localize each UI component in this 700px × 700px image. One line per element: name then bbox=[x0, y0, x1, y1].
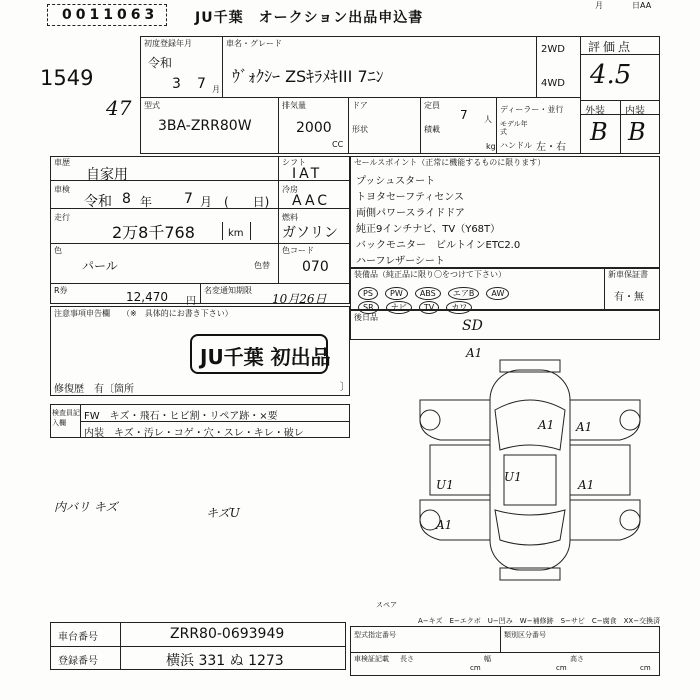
handle-label: ハンドル bbox=[500, 141, 532, 150]
car-name-label: 車名・グレード bbox=[226, 39, 282, 48]
drive-4wd: 4WD bbox=[541, 78, 565, 89]
usage-value: 自家用 bbox=[86, 167, 128, 183]
model-value: 3BA-ZRR80W bbox=[158, 118, 252, 134]
exterior-value: B bbox=[590, 118, 608, 146]
repair-history: 修復歴 有〔箇所 bbox=[54, 384, 134, 395]
handle-value: 左・右 bbox=[536, 142, 566, 153]
damage-mark-5: U1 bbox=[504, 470, 522, 484]
equipment-navi: ナビ bbox=[386, 301, 412, 314]
chassis-label: 車台番号 bbox=[58, 632, 98, 643]
registration-value: 横浜 331 ぬ 1273 bbox=[166, 653, 284, 669]
hand-note-1: 内バリ キズ bbox=[54, 500, 118, 514]
damage-mark-7: A1 bbox=[538, 418, 555, 432]
shift-label: シフト bbox=[282, 158, 306, 167]
notes-sub: （※ 具体的にお書き下さい） bbox=[122, 309, 233, 318]
aircon-label: 冷房 bbox=[282, 185, 298, 194]
aircon-value: AAC bbox=[292, 193, 331, 209]
damage-mark-6: A1 bbox=[436, 518, 453, 532]
spec-length-unit: cm bbox=[470, 664, 481, 672]
left-front-wheel bbox=[420, 410, 440, 430]
selling-point-1: プッシュスタート bbox=[356, 176, 436, 187]
spec-length-label: 長さ bbox=[400, 655, 414, 663]
warranty-value: 有・無 bbox=[614, 292, 644, 303]
day-label: 日AA bbox=[632, 1, 652, 10]
registration-label: 登録番号 bbox=[58, 656, 98, 667]
rating-label: 評価点 bbox=[588, 40, 634, 54]
right-front-wheel bbox=[620, 410, 640, 430]
equipment-ps: PS bbox=[358, 287, 378, 300]
shift-value: IAT bbox=[292, 166, 323, 182]
model-year-label: モデル年式 bbox=[500, 120, 528, 136]
windshield bbox=[495, 400, 565, 450]
equipment-abs: ABS bbox=[415, 287, 441, 300]
serial-number: 0011063 bbox=[62, 7, 159, 23]
form-title: JU千葉 オークション出品申込書 bbox=[195, 10, 424, 26]
equipment-airbag: エアB bbox=[448, 287, 480, 300]
first-listing-text: JU千葉 初出品 bbox=[200, 345, 331, 369]
lot-handwritten: 47 bbox=[106, 96, 132, 120]
drive-2wd: 2WD bbox=[541, 44, 565, 55]
rear-window bbox=[495, 510, 565, 545]
spec-width-label: 幅 bbox=[484, 655, 491, 663]
exterior-label: 外装 bbox=[585, 106, 605, 117]
selling-point-2: トヨタセーフティセンス bbox=[356, 192, 464, 203]
selling-point-5: バックモニター ビルトインETC2.0 bbox=[356, 240, 521, 251]
interior-label: 内装 bbox=[625, 106, 645, 117]
mileage-label: 走行 bbox=[54, 213, 70, 222]
color-code-value: 070 bbox=[302, 259, 329, 275]
color-label: 色 bbox=[54, 246, 62, 255]
displacement-label: 排気量 bbox=[282, 101, 306, 110]
spec-height-unit: cm bbox=[640, 664, 651, 672]
right-rear-panel bbox=[570, 500, 640, 540]
spec-height-label: 高さ bbox=[570, 655, 584, 663]
spec-class-label: 類別区分番号 bbox=[504, 631, 546, 639]
inspection-year-unit: 年 bbox=[140, 195, 153, 209]
inspector-label: 検査員記入欄 bbox=[52, 409, 80, 427]
first-reg-era: 令和 bbox=[148, 56, 173, 70]
dealer-label: ディーラー・並行 bbox=[500, 105, 564, 114]
color-tone-label: 色替 bbox=[254, 261, 270, 270]
capacity-label: 定員 bbox=[424, 101, 440, 110]
rear-items-block bbox=[350, 310, 660, 340]
equipment-sr: SR bbox=[358, 301, 379, 314]
car-damage-diagram bbox=[400, 340, 660, 600]
spec-cert-label: 車検証記載 bbox=[354, 655, 389, 663]
damage-mark-3: A1 bbox=[578, 478, 595, 492]
selling-point-3: 両側パワースライドドア bbox=[356, 208, 465, 219]
first-reg-label: 初度登録年月 bbox=[144, 39, 192, 48]
rating-value: 4.5 bbox=[590, 60, 632, 90]
color-code-label: 色コード bbox=[282, 246, 314, 255]
check-row-interior: 内装 キズ・汚レ・コゲ・穴・スレ・キレ・破レ bbox=[84, 428, 304, 439]
displacement-unit: CC bbox=[332, 140, 344, 149]
doors-label: ドア bbox=[352, 101, 368, 110]
fuel-value: ガソリン bbox=[282, 225, 338, 241]
inspection-year: 8 bbox=[122, 191, 131, 207]
first-reg-month-unit: 月 bbox=[212, 85, 220, 94]
left-front-panel bbox=[420, 400, 490, 440]
car-name-value: ｳﾞｫｸｼｰ ZSｷﾗﾒｷIII 7ﾆﾝ bbox=[232, 67, 384, 86]
mileage-unit: km bbox=[228, 228, 244, 239]
spare-label: スペア bbox=[376, 601, 397, 609]
model-label: 型式 bbox=[144, 101, 160, 110]
equipment-leather: カワ bbox=[446, 301, 472, 314]
inspection-era: 令和 bbox=[84, 194, 112, 210]
selling-points-label: セールスポイント（正常に機能するものに限ります） bbox=[354, 158, 546, 167]
recycle-value: 12,470 bbox=[126, 290, 168, 304]
right-rear-wheel bbox=[620, 510, 640, 530]
capacity-unit: 人 bbox=[484, 115, 492, 124]
damage-mark-2: A1 bbox=[576, 420, 593, 434]
first-reg-year: 3 bbox=[172, 76, 181, 92]
selling-point-6: ハーフレザーシート bbox=[356, 256, 445, 267]
inspection-label: 車検 bbox=[54, 185, 70, 194]
notice-value: 10月26日 bbox=[272, 292, 327, 306]
first-reg-month: 7 bbox=[197, 76, 206, 92]
mileage-value: 2万8千768 bbox=[112, 223, 195, 242]
check-row-fw: FW キズ・飛石・ヒビ割・リペア跡・×要 bbox=[84, 411, 278, 422]
left-rear-panel bbox=[420, 500, 490, 540]
chassis-value: ZRR80-0693949 bbox=[170, 626, 285, 642]
equipment-pw: PW bbox=[385, 287, 408, 300]
fuel-label: 燃料 bbox=[282, 213, 298, 222]
lot-number: 1549 bbox=[40, 66, 94, 90]
notes-label: 注意事項申告欄 bbox=[54, 309, 110, 318]
selling-point-4: 純正9インチナビ、TV（Y68T） bbox=[356, 224, 501, 235]
shape-label: 形状 bbox=[352, 125, 368, 134]
color-value: パール bbox=[82, 259, 118, 273]
inspection-day: ( 日) bbox=[224, 195, 270, 209]
interior-value: B bbox=[628, 118, 646, 146]
month-label: 月 bbox=[595, 1, 603, 10]
displacement-value: 2000 bbox=[296, 120, 332, 136]
usage-label: 車歴 bbox=[54, 158, 70, 167]
capacity-value: 7 bbox=[460, 108, 468, 122]
notice-label: 名変通知期限 bbox=[204, 286, 252, 295]
spec-width-unit: cm bbox=[556, 664, 567, 672]
repair-history-close: 〕 bbox=[340, 382, 350, 393]
damage-mark-1: A1 bbox=[466, 346, 483, 360]
hand-note-2: キズU bbox=[206, 506, 240, 520]
equipment-label: 装備品（純正品に限り〇をつけて下さい） bbox=[354, 270, 506, 279]
spec-type-label: 型式指定番号 bbox=[354, 631, 396, 639]
rear-items-value: SD bbox=[462, 318, 483, 334]
warranty-label: 新車保証書 bbox=[608, 270, 648, 279]
rear-items-label: 後日品 bbox=[354, 313, 378, 322]
inspection-month-unit: 月 bbox=[200, 195, 213, 209]
damage-mark-4: U1 bbox=[436, 478, 454, 492]
load-unit: kg bbox=[486, 142, 496, 151]
recycle-unit: 円 bbox=[186, 296, 196, 307]
equipment-tv: TV bbox=[419, 301, 439, 314]
inspection-month: 7 bbox=[184, 191, 193, 207]
recycle-label: R券 bbox=[54, 286, 68, 295]
load-label: 積載 bbox=[424, 125, 440, 134]
equipment-aw: AW bbox=[486, 287, 509, 300]
damage-legend: A−キズ E−エクボ U−凹み W−補修跡 S−サビ C−腐食 XX−交換済 bbox=[418, 617, 661, 625]
